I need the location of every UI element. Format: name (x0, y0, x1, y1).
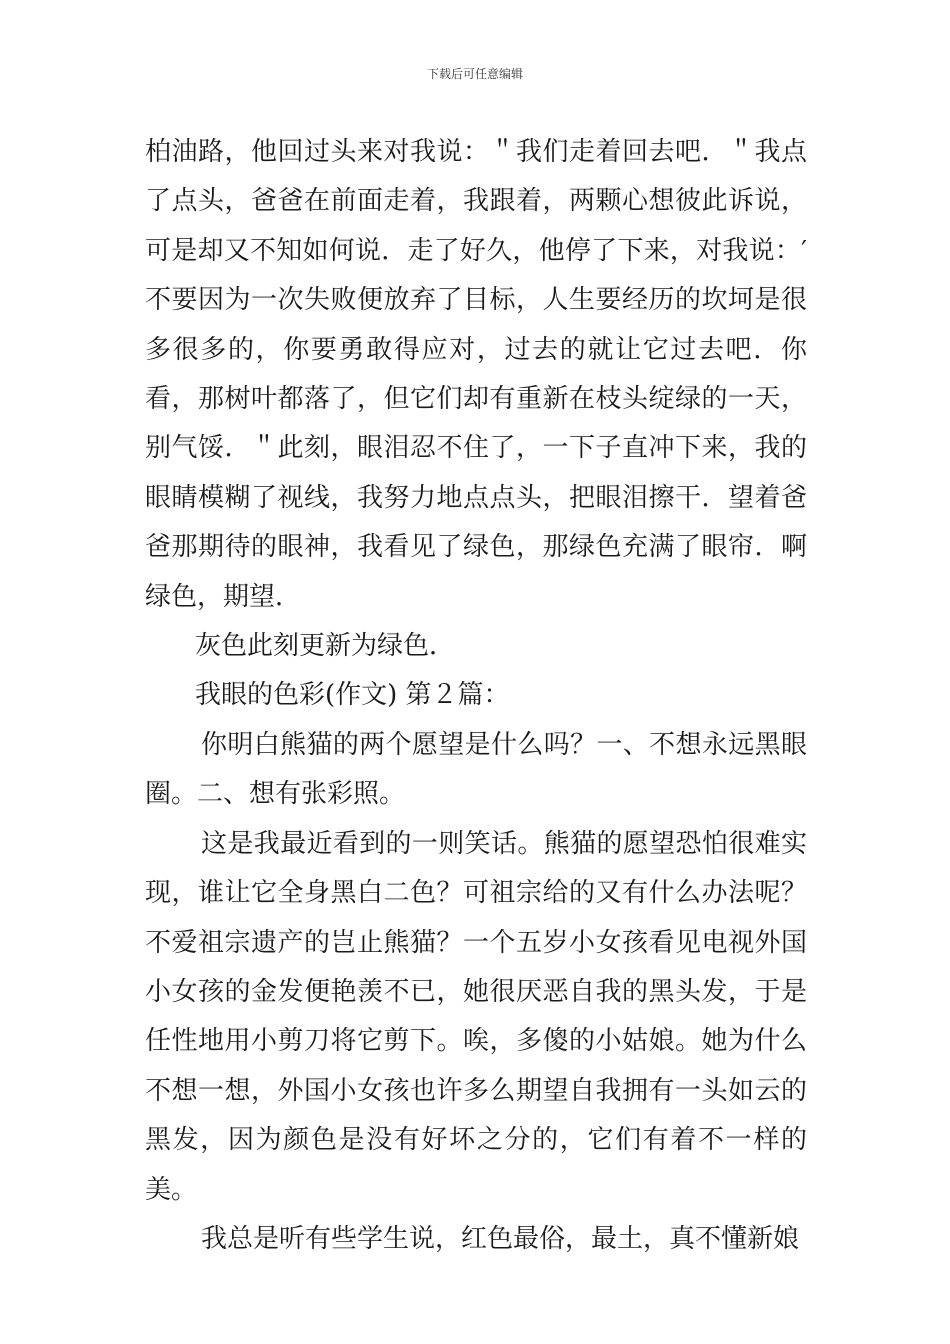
paragraph-1: 柏油路，他回过头来对我说：＂我们走着回去吧．＂我点了点头，爸爸在前面走着，我跟着，两颗心想彼此诉说，可是却又不知如何说．走了好久，他停了下来，对我说：′不要因为一次失败便放弃了目标，人生要经历的坎坷是很多很多的，你要勇敢得应对，过去的就让它过去吧．你看，那树叶都落了，但它们却有重新在枝头绽绿的一天，别气馁．＂此刻，眼泪忍不住了，一下子直冲下来，我的眼睛模糊了视线，我努力地点点头，把眼泪擦干．望着爸爸那期待的眼神，我看见了绿色，那绿色充满了眼帘．啊绿色，期望． (145, 137, 807, 612)
paragraph-5: 我总是听有些学生说，红色最俗，最土，真不懂新娘 (201, 1223, 800, 1254)
paragraph-4: 这是我最近看到的一则笑话。熊猫的愿望恐怕很难实现，谁让它全身黑白二色？可祖宗给的又有什么办法呢？不爱祖宗遗产的岂止熊猫？一个五岁小女孩看见电视外国小女孩的金发便艳羡不已，她很厌恶自我的黑头发，于是任性地用小剪刀将它剪下。唉，多傻的小姑娘。她为什么不想一想，外国小女孩也许多么期望自我拥有一头如云的黑发，因为颜色是没有好坏之分的，它们有着不一样的美。 (145, 828, 807, 1205)
page-header: 下载后可任意编辑 (426, 67, 523, 81)
paragraph-3: 你明白熊猫的两个愿望是什么吗？一、不想永远黑眼圈。二、想有张彩照。 (145, 729, 807, 810)
section-heading: 我眼的色彩(作文) 第２篇： (195, 680, 510, 711)
document-body (145, 128, 807, 1264)
paragraph-2: 灰色此刻更新为绿色． (195, 631, 456, 662)
